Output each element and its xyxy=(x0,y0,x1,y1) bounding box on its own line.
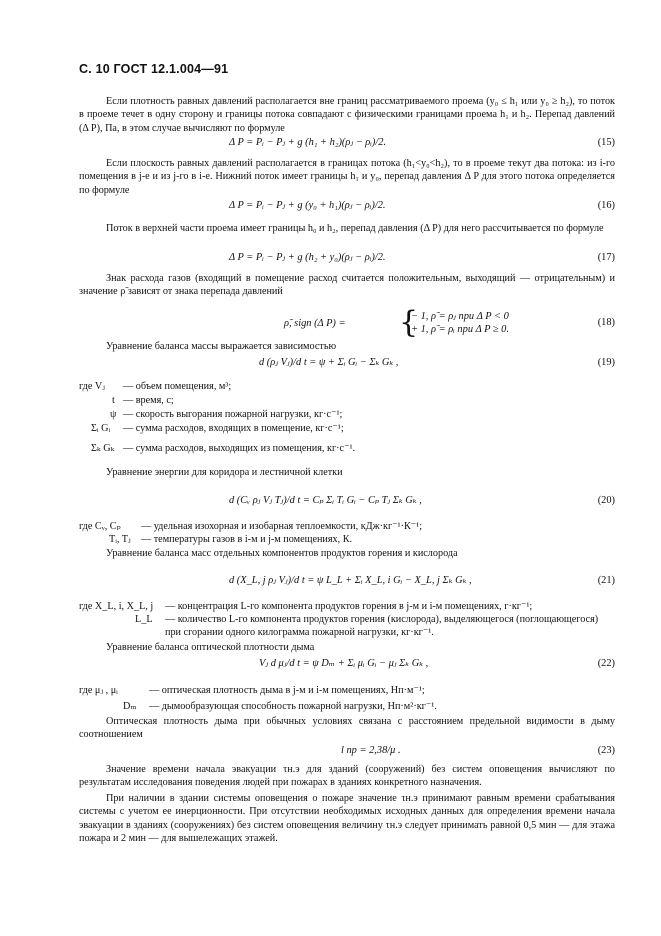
equation-15-number: (15) xyxy=(597,137,615,148)
equation-18-number: (18) xyxy=(597,317,615,328)
definition-symbol: Tᵢ, Tⱼ xyxy=(109,534,131,545)
definition-text: — объем помещения, м³; xyxy=(123,381,232,392)
definition-symbol: Dₘ xyxy=(123,701,137,712)
paragraph-energy: Уравнение энергии для коридора и лестничной клетки xyxy=(106,467,343,478)
definition-text: — сумма расходов, выходящих из помещения, кг·с⁻¹. xyxy=(123,443,356,454)
definition-text: — время, с; xyxy=(123,395,174,406)
definition-symbol: где μⱼ , μᵢ xyxy=(79,685,118,696)
equation-18-row-negative: − 1, ρ̃ = ρⱼ при Δ P < 0 xyxy=(411,311,509,322)
equation-18 xyxy=(79,305,615,340)
paragraph-optical-density: Оптическая плотность дыма при обычных условиях связана с расстоянием предельной видимости в дыму соотношением xyxy=(79,716,615,741)
equation-23 xyxy=(79,743,615,759)
equation-22-number: (22) xyxy=(597,658,615,669)
equation-21-number: (21) xyxy=(597,575,615,586)
equation-23-expression: l пр = 2,38/μ . xyxy=(341,745,401,756)
definition-symbol: ψ xyxy=(110,409,117,420)
equation-20-expression: d (Cᵥ ρⱼ Vⱼ Tⱼ)/d t = Cₚ Σᵢ Tᵢ Gᵢ − Cₚ Tⱼ Σₖ Gₖ , xyxy=(229,495,422,506)
definition-symbol: Σᵢ Gᵢ xyxy=(91,423,111,434)
equation-19 xyxy=(79,355,615,371)
paragraph-warning-system: При наличии в здании системы оповещения о пожаре значение τн.э принимают равным времени срабатывания системы с учетом ее инерционности. При отсутствии необходимых исходных данных для определения времени начала эвакуации в зданиях (сооружениях) без систем оповещения величину τн.э следует принимать равной 0,5 мин — для этажа пожара и 2 мин — для вышележащих этажей. xyxy=(79,793,615,845)
equation-18-brace: { xyxy=(399,305,419,340)
equation-19-number: (19) xyxy=(597,357,615,368)
definition-text: — удельная изохорная и изобарная теплоемкости, кДж·кг⁻¹·К⁻¹; xyxy=(141,521,423,532)
definition-text: — дымообразующая способность пожарной нагрузки, Нп·м²·кг⁻¹. xyxy=(149,701,437,712)
paragraph-component-balance: Уравнение баланса масс отдельных компонентов продуктов горения и кислорода xyxy=(106,548,458,559)
equation-19-expression: d (ρⱼ Vⱼ)/d t = ψ + Σᵢ Gᵢ − Σₖ Gₖ , xyxy=(259,357,399,368)
equation-22-expression: Vⱼ d μⱼ/d t = ψ Dₘ + Σᵢ μᵢ Gᵢ − μⱼ Σₖ Gₖ , xyxy=(259,658,429,669)
definitions-21 xyxy=(79,600,615,642)
definition-text: — сумма расходов, входящих в помещение, кг·с⁻¹; xyxy=(123,423,344,434)
definition-symbol: где Vⱼ xyxy=(79,381,105,392)
equation-21 xyxy=(79,573,615,589)
definition-text: — скорость выгорания пожарной нагрузки, кг·с⁻¹; xyxy=(123,409,343,420)
definition-text: — оптическая плотность дыма в j-м и i-м помещениях, Нп·м⁻¹; xyxy=(149,685,425,696)
paragraph-plane-outside: Если плотность равных давлений располагается вне границ рассматриваемого проема (y₀ ≤ h₁ или y₀ ≥ h₂), то поток в проеме течет в одну сторону и границы потока совпадают с физическими границами проема h₁ и h₂. Перепад давлений (Δ P), Па, в этом случае вычисляют по формуле xyxy=(79,96,615,134)
definition-symbol: L_L xyxy=(135,614,153,625)
definition-symbol: Σₖ Gₖ xyxy=(91,443,115,454)
equation-21-expression: d (X_L, j ρⱼ Vⱼ)/d t = ψ L_L + Σᵢ X_L, i Gᵢ − X_L, j Σₖ Gₖ , xyxy=(229,575,472,586)
equation-20 xyxy=(79,493,615,509)
definitions-22 xyxy=(79,684,615,714)
equation-17-number: (17) xyxy=(597,252,615,263)
definitions-19 xyxy=(79,380,615,460)
definition-text: — температуры газов в i-м и j-м помещениях, К. xyxy=(141,534,353,545)
paragraph-plane-inside: Если плоскость равных давлений располагается в границах потока (h₁<y₀<h₂), то в проеме текут два потока: из i-го помещения в j-е и из j-го в i-е. Нижний поток имеет границы h₁ и y₀, перепад давления Δ P для этого потока определяется по формуле xyxy=(79,158,615,196)
equation-17-expression: Δ P = Pᵢ − Pⱼ + g (h₂ + y₀)(ρⱼ − ρᵢ)/2. xyxy=(229,252,386,263)
paragraph-evacuation-start: Значение времени начала эвакуации τн.э для зданий (сооружений) без систем оповещения вычисляют по результатам исследования поведения людей при пожарах в зданиях конкретного назначения. xyxy=(79,764,615,789)
paragraph-smoke-balance: Уравнение баланса оптической плотности дыма xyxy=(106,642,315,653)
paragraph-mass-balance: Уравнение баланса массы выражается зависимостью xyxy=(106,341,337,352)
definition-text: — количество L-го компонента продуктов горения (кислорода), выделяющегося (поглощающегося) при сгорании одного килограмма пожарной нагрузки, кг·кг⁻¹. xyxy=(165,614,599,639)
definition-symbol: где X_L, i, X_L, j xyxy=(79,601,154,612)
definition-symbol: t xyxy=(112,395,115,406)
equation-22 xyxy=(79,656,615,672)
equation-17 xyxy=(79,250,615,266)
equation-15-expression: Δ P = Pᵢ − Pⱼ + g (h₁ + h₂)(ρⱼ − ρᵢ)/2. xyxy=(229,137,387,148)
equation-15 xyxy=(79,135,615,151)
equation-18-row-positive: + 1, ρ̃ = ρᵢ при Δ P ≥ 0. xyxy=(411,324,509,335)
page-header: С. 10 ГОСТ 12.1.004—91 xyxy=(79,62,229,76)
paragraph-flow-sign: Знак расхода газов (входящий в помещение расход считается положительным, выходящий — отрицательным) и значение ρ̃ зависят от знака перепада давлений xyxy=(79,273,615,298)
equation-18-lhs: ρ̃, sign (Δ P) = xyxy=(284,318,346,329)
equation-16 xyxy=(79,198,615,214)
definitions-20 xyxy=(79,520,615,550)
equation-16-number: (16) xyxy=(597,200,615,211)
equation-16-expression: Δ P = Pᵢ − Pⱼ + g (y₀ + h₁)(ρⱼ − ρᵢ)/2. xyxy=(229,200,386,211)
paragraph-upper-flow: Поток в верхней части проема имеет границы h₀ и h₂, перепад давления (Δ P) для него рассчитывается по формуле xyxy=(106,223,604,234)
definition-text: — концентрация L-го компонента продуктов горения в j-м и i-м помещениях, г·кг⁻¹; xyxy=(165,601,533,612)
equation-20-number: (20) xyxy=(597,495,615,506)
definition-symbol: где Cᵥ, Cₚ xyxy=(79,521,121,532)
equation-23-number: (23) xyxy=(597,745,615,756)
